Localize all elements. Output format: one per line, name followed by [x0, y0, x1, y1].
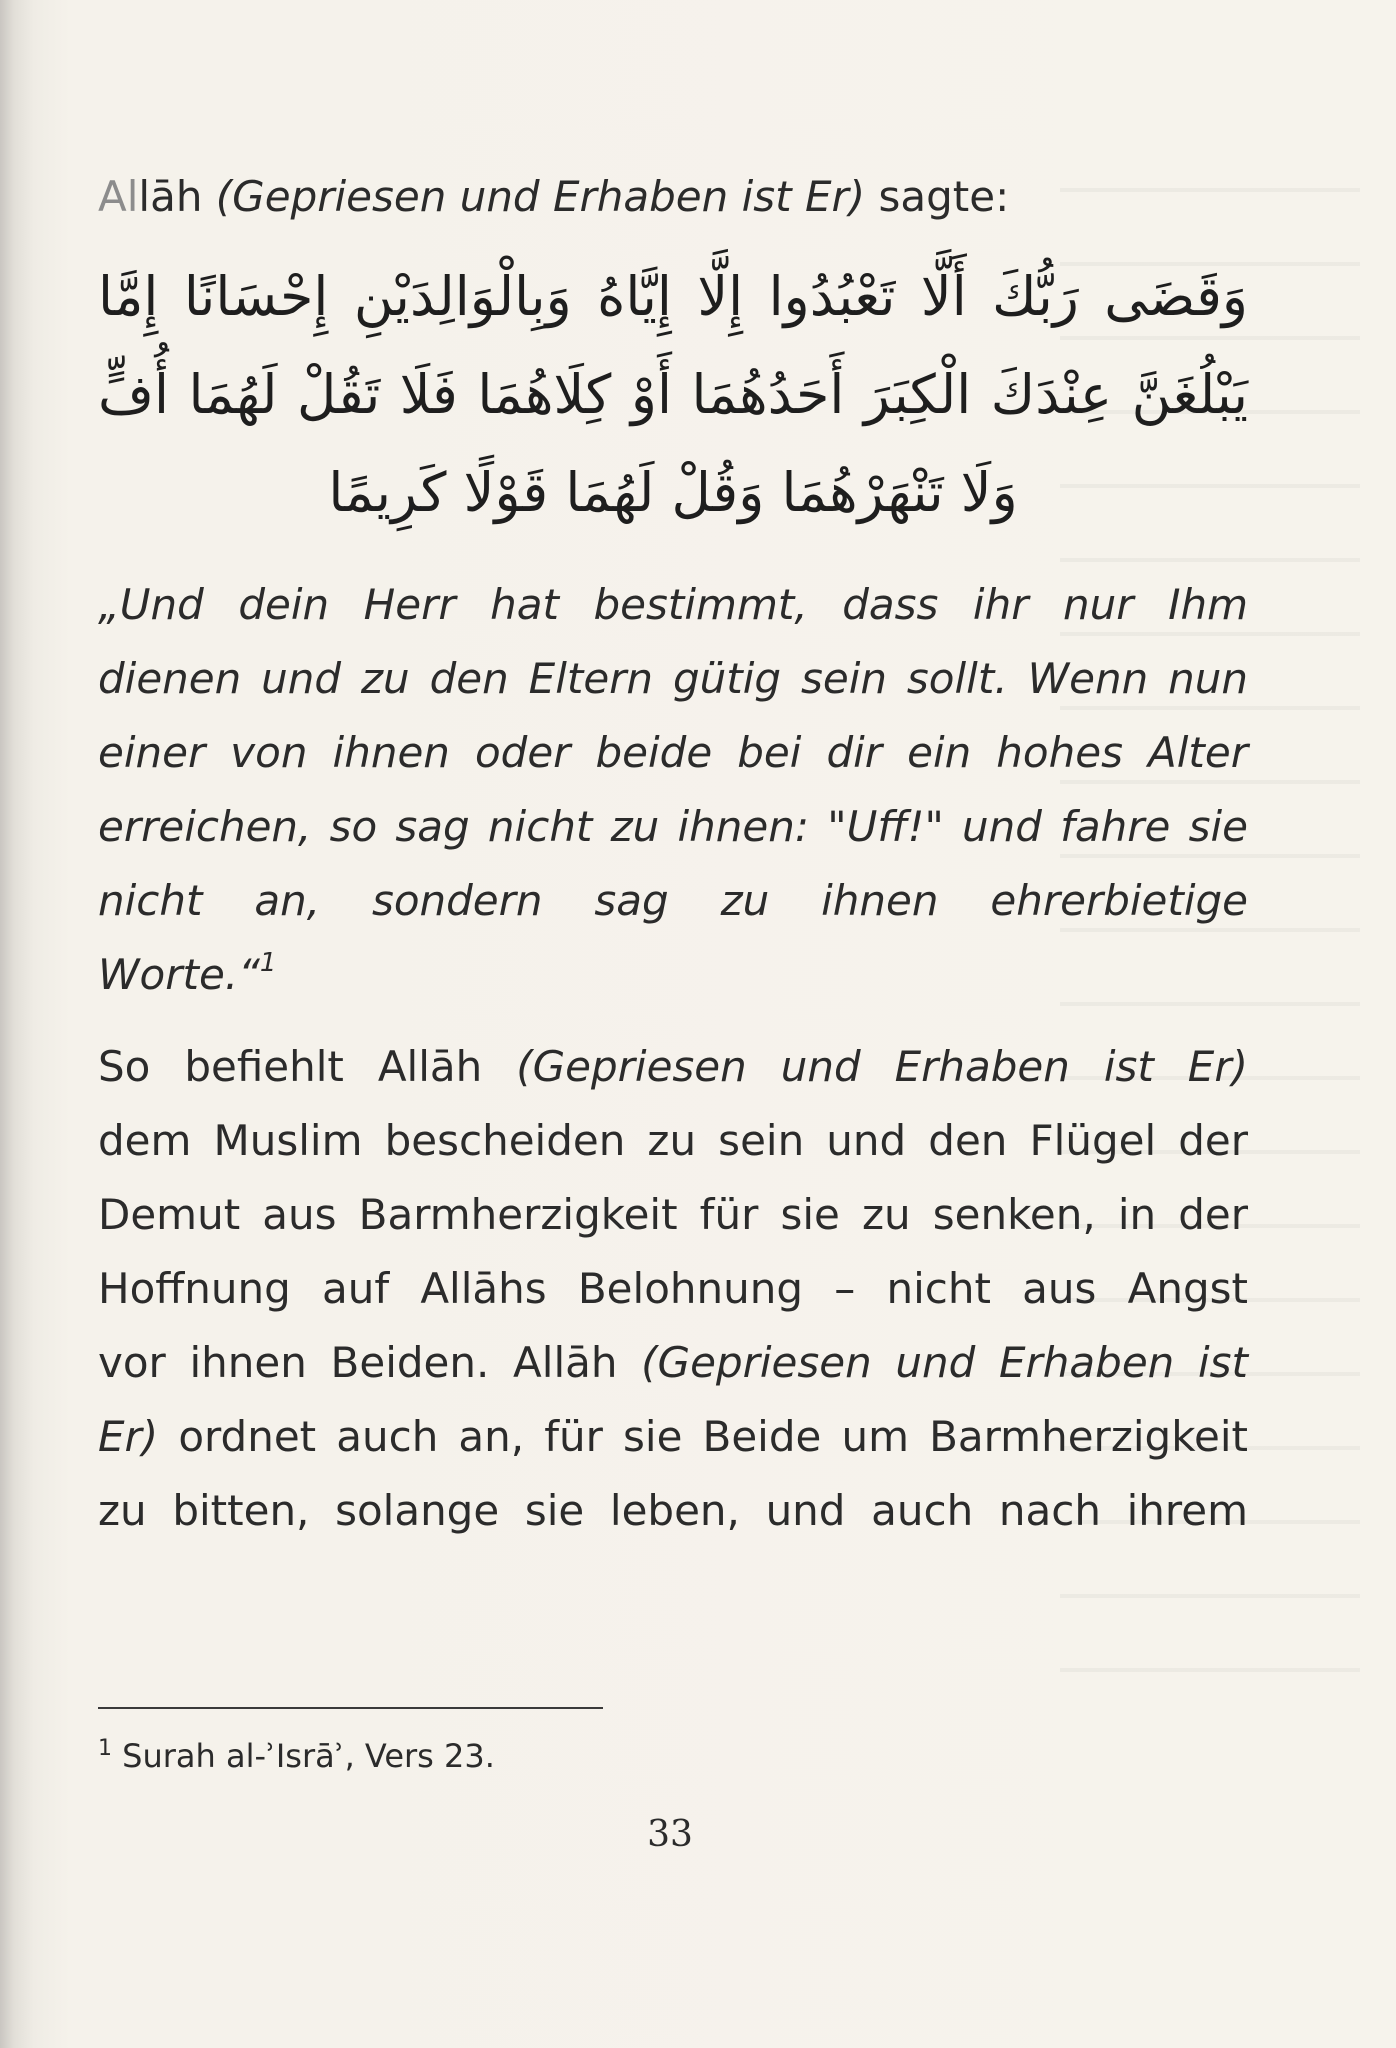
quote-last-words: Worte.“	[98, 950, 260, 999]
para-line-5-a: vor ihnen Beiden. Allāh	[98, 1338, 618, 1387]
para-line-1	[98, 1030, 1248, 1104]
arabic-line-1: وَقَضَى رَبُّكَ أَلَّا تَعْبُدُوا إِلَّا إِيَّاهُ وَبِالْوَالِدَيْنِ إِحْسَانًا إِمَّا	[98, 265, 1248, 328]
intro-name: lāh	[138, 172, 203, 221]
para-line-5	[98, 1326, 1248, 1400]
footnote-divider	[98, 1707, 603, 1709]
para-line-3: Demut aus Barmherzigkeit für sie zu senken, in der	[98, 1190, 1248, 1239]
quote-line-1: „Und dein Herr hat bestimmt, dass ihr nur Ihm	[98, 580, 1248, 629]
para-line-4: Hoffnung auf Allāhs Belohnung – nicht aus Angst	[98, 1264, 1248, 1313]
arabic-line-2: يَبْلُغَنَّ عِنْدَكَ الْكِبَرَ أَحَدُهُمَا أَوْ كِلَاهُمَا فَلَا تَقُلْ لَهُمَا أُفٍّ	[98, 363, 1248, 426]
para-line-6-b: ordnet auch an, für sie Beide um Barmherzigkeit	[178, 1412, 1249, 1461]
para-line-1-a: So befiehlt Allāh	[98, 1042, 483, 1091]
para-line-6	[98, 1400, 1248, 1474]
footnote-text: Surah al-ʾIsrāʾ, Vers 23.	[122, 1737, 495, 1775]
translation-quote	[98, 568, 1248, 1012]
intro-after: sagte:	[878, 172, 1010, 221]
footnote-number: 1	[98, 1736, 112, 1761]
main-text	[98, 160, 1248, 1548]
para-line-7: zu bitten, solange sie leben, und auch nach ihrem	[98, 1486, 1248, 1535]
quote-line-2: dienen und zu den Eltern gütig sein sollt. Wenn nun	[98, 654, 1248, 703]
para-line-2: dem Muslim bescheiden zu sein und den Flügel der	[98, 1116, 1248, 1165]
footnote-marker: 1	[259, 948, 277, 978]
intro-line	[98, 160, 1248, 234]
arabic-line-3: وَلَا تَنْهَرْهُمَا وَقُلْ لَهُمَا قَوْلًا كَرِيمًا	[328, 461, 1018, 524]
quote-line-6	[98, 938, 1248, 1012]
quote-line-4: erreichen, so sag nicht zu ihnen: "Uff!" und fahre sie	[98, 802, 1248, 851]
intro-italic: (Gepriesen und Erhaben ist Er)	[215, 172, 866, 221]
intro-faded-letters: Al	[98, 172, 139, 221]
para-line-5-b: (Gepriesen und Erhaben ist	[641, 1338, 1248, 1387]
quote-line-5: nicht an, sondern sag zu ihnen ehrerbietige	[98, 876, 1248, 925]
arabic-verse	[98, 248, 1248, 542]
para-line-6-a: Er)	[98, 1412, 159, 1461]
page-number: 33	[647, 1814, 693, 1855]
quote-line-3: einer von ihnen oder beide bei dir ein hohes Alter	[98, 728, 1248, 777]
para-line-1-b: (Gepriesen und Erhaben ist Er)	[516, 1042, 1248, 1091]
body-paragraph	[98, 1030, 1248, 1548]
footnote	[98, 1734, 495, 1778]
